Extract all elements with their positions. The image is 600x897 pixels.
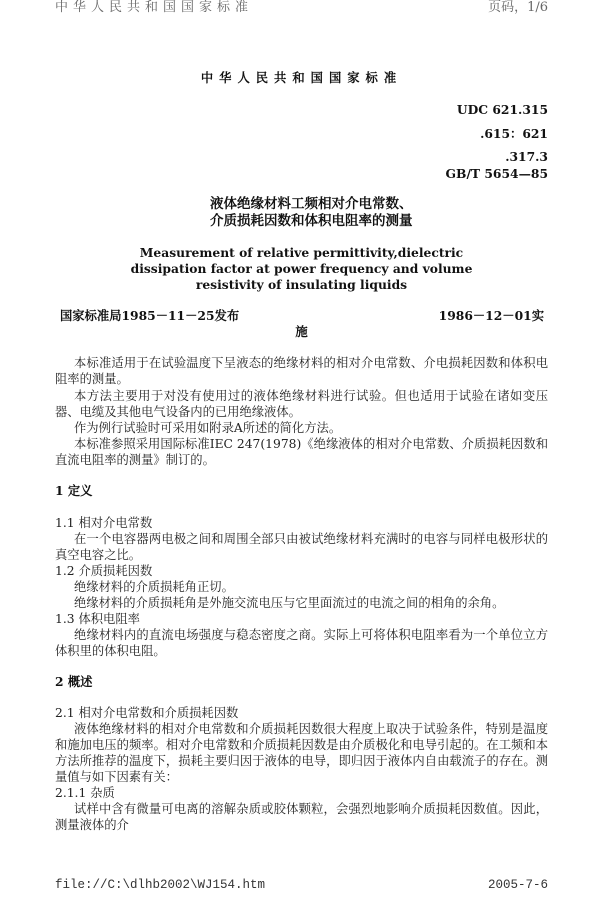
udc-code: .615：621 [480,126,548,141]
org-title: 中华人民共和国国家标准 [200,70,403,85]
intro-paragraph: 本标准适用于在试验温度下呈液态的绝缘材料的相对介电常数、介电损耗因数和体积电阻率的测量。 [55,356,548,386]
section-heading: 2 概述 [55,674,93,689]
page-number: 页码，1/6 [488,0,548,15]
udc-code: .317.3 [505,149,548,164]
print-date: 2005-7-6 [487,878,548,892]
title-cn: 液体绝缘材料工频相对介电常数、 [210,196,413,212]
paragraph: 在一个电容器两电极之间和周围全部只由被试绝缘材料充满时的电容与同样电极形状的真空电容之比。 [55,532,548,562]
page-header [55,0,548,16]
title-en: dissipation factor at power frequency and volume [130,261,473,276]
file-path: file://C:\dlhb2002\WJ154.htm [55,878,266,892]
title-cn: 介质损耗因数和体积电阻率的测量 [210,213,413,229]
page-footer [55,877,548,897]
issue-date: 国家标准局1985－11－25发布 [60,308,240,323]
paragraph: 试样中含有微量可电离的溶解杂质或胶体颗粒，会强烈地影响介质损耗因数值。因此，测量液体的介 [55,802,548,832]
title-en: resistivity of insulating liquids [195,277,408,292]
paragraph: 绝缘材料的介质损耗角正切。 [74,580,234,594]
intro-paragraph: 本标准参照采用国际标准IEC 247(1978)《绝缘液体的相对介电常数、介质损耗因数和直流电阻率的测量》制订的。 [55,437,548,467]
paragraph: 绝缘材料的介质损耗角是外施交流电压与它里面流过的电流之间的相角的余角。 [74,596,505,610]
intro-paragraph: 作为例行试验时可采用如附录A所述的简化方法。 [74,421,342,435]
dates-row [55,308,548,324]
paragraph: 绝缘材料内的直流电场强度与稳态密度之商。实际上可将体积电阻率看为一个单位立方体积里的体积电阻。 [55,628,548,658]
paragraph: 液体绝缘材料的相对介电常数和介质损耗因数很大程度上取决于试验条件，特别是温度和施加电压的频率。相对介电常数和介质损耗因数是由介质极化和电导引起的。在工频和本方法所推荐的温度下，损耗主要归因于液体的电导，即归因于液体内自由载流子的存在。测量值与如下因素有关： [55,722,548,784]
subsection-title: 1.3 体积电阻率 [55,612,140,626]
intro-paragraph: 本方法主要用于对没有使用过的液体绝缘材料进行试验。但也适用于试验在诸如变压器、电缆及其他电气设备内的已用绝缘液体。 [55,389,548,419]
udc-code: UDC 621.315 [456,102,548,117]
subsection-title: 2.1 相对介电常数和介质损耗因数 [55,706,239,720]
page-header-title: 中华人民共和国国家标准 [55,0,254,15]
subsection-title: 1.1 相对介电常数 [55,516,153,530]
title-en: Measurement of relative permittivity,dielectric [139,245,464,260]
standard-number: GB/T 5654—85 [445,166,548,181]
effective-date-tail: 施 [295,324,308,339]
effective-date: 1986－12－01实 [438,308,544,323]
subsection-title: 2.1.1 杂质 [55,786,115,800]
section-heading: 1 定义 [55,483,93,498]
subsection-title: 1.2 介质损耗因数 [55,564,153,578]
